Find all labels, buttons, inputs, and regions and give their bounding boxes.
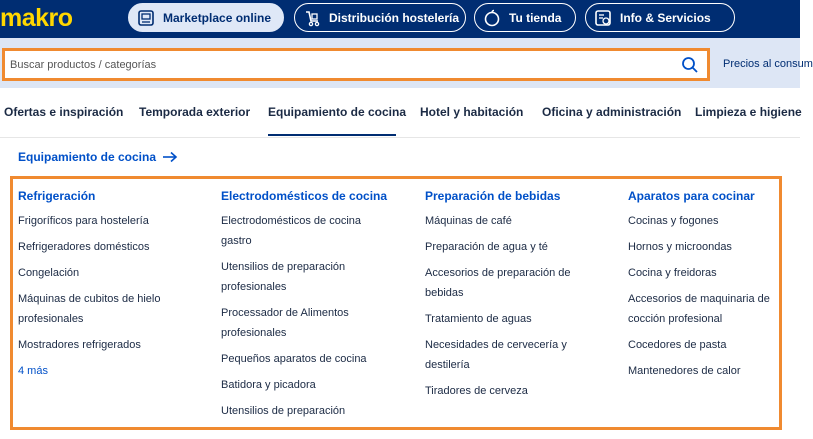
- menu-item[interactable]: Accesorios de maquinaria de cocción profesional: [628, 293, 770, 325]
- menu-item[interactable]: Batidora y picadora: [221, 379, 316, 391]
- show-more-link[interactable]: 4 más: [18, 365, 48, 377]
- info-icon: [594, 9, 612, 27]
- search-box[interactable]: [2, 48, 710, 81]
- menu-item[interactable]: Hornos y microondas: [628, 241, 732, 253]
- menu-item[interactable]: Máquinas de cubitos de hielo profesionales: [18, 293, 161, 325]
- menu-item[interactable]: Preparación de agua y té: [425, 241, 548, 253]
- tab-ofertas[interactable]: Ofertas e inspiración: [4, 105, 124, 119]
- section-link[interactable]: [18, 150, 178, 164]
- store-icon: [483, 9, 501, 27]
- tab-oficina-administracion[interactable]: Oficina y administración: [542, 105, 682, 119]
- nav-distribucion-hosteleria[interactable]: [294, 3, 466, 32]
- menu-item[interactable]: Mostradores refrigerados: [18, 339, 141, 351]
- menu-item[interactable]: Processador de Alimentos profesionales: [221, 307, 349, 339]
- menu-item[interactable]: Utensilios de preparación: [221, 405, 346, 417]
- column-title[interactable]: Preparación de bebidas: [425, 189, 561, 203]
- tab-temporada-exterior[interactable]: Temporada exterior: [139, 105, 251, 119]
- menu-item[interactable]: Tratamiento de aguas: [425, 313, 532, 325]
- makro-logo[interactable]: makro: [0, 4, 73, 32]
- nav-label: Tu tienda: [509, 10, 562, 25]
- nav-tu-tienda[interactable]: [474, 3, 576, 32]
- menu-item[interactable]: Electrodomésticos de cocina gastro: [221, 215, 362, 247]
- nav-label: Distribución hostelería: [329, 10, 460, 25]
- menu-item[interactable]: Refrigeradores domésticos: [18, 241, 150, 253]
- menu-item[interactable]: Tiradores de cerveza: [425, 385, 528, 397]
- active-tab-indicator: [268, 134, 396, 136]
- tab-limpieza-higiene[interactable]: Limpieza e higiene: [695, 105, 802, 119]
- menu-item[interactable]: Utensilios de preparación profesionales: [221, 261, 346, 293]
- column-title[interactable]: Aparatos para cocinar: [628, 189, 755, 203]
- menu-item[interactable]: Cocinas y fogones: [628, 215, 719, 227]
- tabs-divider: [0, 137, 800, 138]
- nav-marketplace-online[interactable]: [128, 3, 284, 32]
- menu-item[interactable]: Necesidades de cervecería y destilería: [425, 339, 567, 371]
- column-title[interactable]: Electrodomésticos de cocina: [221, 189, 388, 203]
- tab-equipamiento-cocina[interactable]: Equipamiento de cocina: [268, 105, 407, 119]
- menu-item[interactable]: Mantenedores de calor: [628, 365, 741, 377]
- search-input[interactable]: [10, 54, 670, 76]
- tab-hotel-habitacion[interactable]: Hotel y habitación: [420, 105, 524, 119]
- nav-label: Marketplace online: [163, 10, 272, 25]
- nav-info-servicios[interactable]: [585, 3, 735, 32]
- menu-item[interactable]: Cocina y freidoras: [628, 267, 717, 279]
- menu-item[interactable]: Frigoríficos para hostelería: [18, 215, 149, 227]
- menu-item[interactable]: Máquinas de café: [425, 215, 512, 227]
- section-link-label: Equipamiento de cocina: [18, 150, 157, 164]
- delivery-icon: [303, 9, 321, 27]
- menu-item[interactable]: Cocedores de pasta: [628, 339, 727, 351]
- menu-item[interactable]: Pequeños aparatos de cocina: [221, 353, 367, 365]
- category-tabs: [0, 98, 800, 138]
- marketplace-icon: [137, 9, 155, 27]
- arrow-right-icon: [162, 151, 178, 163]
- menu-column-refrigeracion: [18, 189, 218, 381]
- menu-column-electrodomesticos: [221, 189, 391, 427]
- nav-label: Info & Servicios: [620, 10, 711, 25]
- top-header: [0, 0, 800, 38]
- prices-toggle-label[interactable]: Precios al consum: [723, 58, 813, 70]
- menu-column-aparatos-cocinar: [628, 189, 788, 387]
- column-title[interactable]: Refrigeración: [18, 189, 96, 203]
- menu-column-bebidas: [425, 189, 605, 407]
- search-icon[interactable]: [681, 56, 699, 74]
- menu-item[interactable]: Accesorios de preparación de bebidas: [425, 267, 571, 299]
- menu-item[interactable]: Congelación: [18, 267, 80, 279]
